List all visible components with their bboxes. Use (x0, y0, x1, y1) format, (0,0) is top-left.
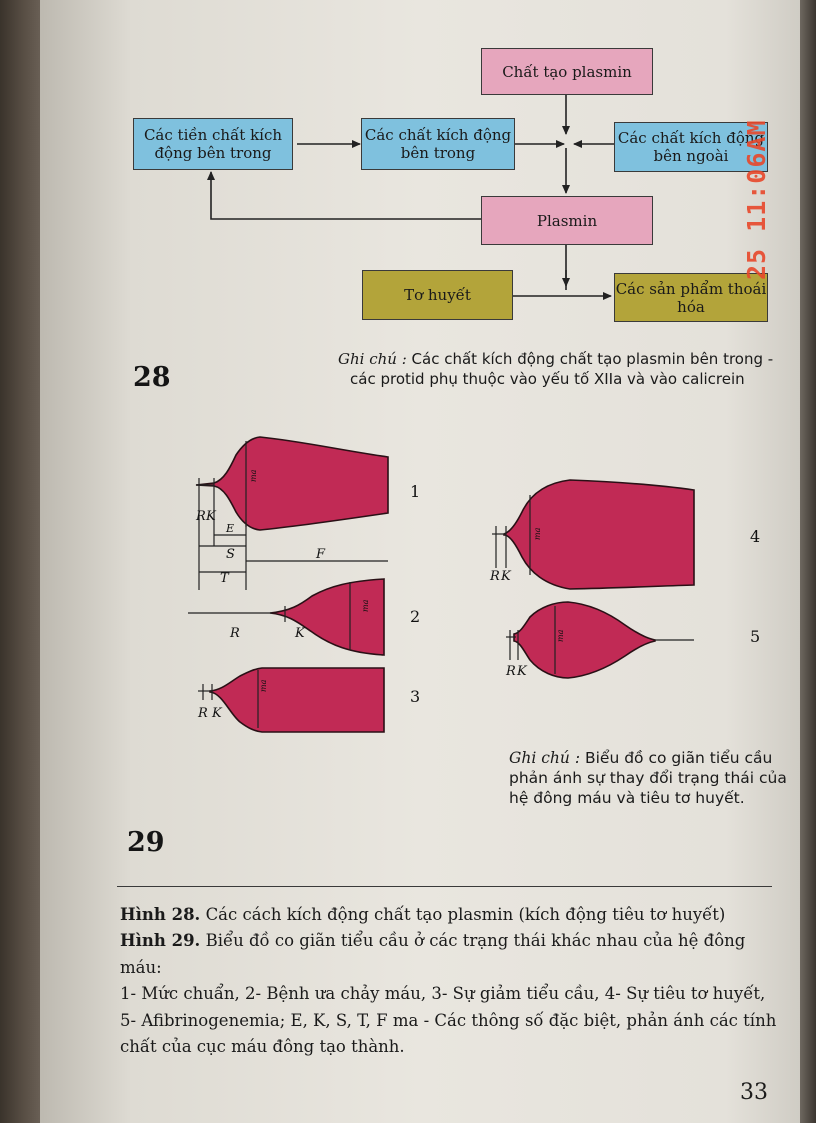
label-4-k: K (501, 569, 511, 584)
figure-29-note-line2: phản ánh sự thay đổi trạng thái của (509, 769, 787, 788)
caption-line3: 1- Mức chuẩn, 2- Bệnh ưa chảy máu, 3- Sự giảm tiểu cầu, 4- Sự tiêu tơ huyết, (120, 984, 766, 1004)
label-ma-4: ma (533, 527, 542, 540)
figure-28-note-label: Ghi chú : (338, 350, 407, 368)
camera-timestamp: 25 11:06AM (742, 119, 771, 280)
label-ma-1: ma (249, 469, 258, 482)
figure-29-note-label: Ghi chú : (509, 749, 581, 767)
caption-fig29-label: Hình 29. (120, 931, 201, 951)
label-1-e: E (226, 522, 235, 535)
figure-28-note-text: Các chất kích động chất tạo plasmin bên trong - (411, 350, 774, 368)
label-3-k: K (212, 706, 222, 721)
curve-number-1: 1 (410, 482, 421, 501)
label-1-t: T (220, 571, 229, 586)
caption-line4: 5- Afibrinogenemia; E, K, S, T, F ma - Các thông số đặc biệt, phản ánh các tính (120, 1010, 777, 1030)
curve-1 (196, 437, 388, 530)
figure-29-note-text: Biểu đồ co giãn tiểu cầu (584, 749, 773, 767)
label-4-r: R (490, 569, 500, 584)
curve-number-5: 5 (750, 627, 761, 646)
label-5-k: K (517, 664, 527, 679)
caption-fig28 (120, 902, 780, 928)
caption-fig29 (120, 928, 780, 981)
label-ma-3: ma (259, 679, 268, 692)
caption-fig29-text: Biểu đồ co giãn tiểu cầu ở các trạng thái khác nhau của hệ đông máu: (120, 931, 746, 977)
box-fibrin-label: Tơ huyết (404, 286, 471, 304)
label-1-r: R (196, 509, 206, 524)
figure-captions (120, 902, 780, 1060)
box-intrinsic-activators-label: Các chất kích động bên trong (364, 126, 512, 162)
caption-fig28-label: Hình 28. (120, 905, 201, 924)
caption-line5: chất của cục máu đông tạo thành. (120, 1036, 405, 1056)
box-plasmin-label: Plasmin (536, 211, 598, 230)
label-2-k: K (295, 626, 305, 641)
label-2-r: R (230, 626, 240, 641)
curve-5 (514, 602, 655, 678)
box-intrinsic-precursors-label: Các tiền chất kích động bên trong (143, 126, 283, 162)
figure-28-note-line2: các protid phụ thuộc vào yếu tố XIIa và vào calicrein (350, 369, 745, 388)
figure-28-number: 28 (133, 362, 171, 393)
caption-divider (117, 886, 772, 887)
figure-29-note-line1 (509, 748, 789, 768)
curve-number-3: 3 (410, 687, 421, 706)
label-1-k: K (206, 509, 216, 524)
label-ma-5: ma (556, 629, 565, 642)
label-3-r: R (198, 706, 208, 721)
label-1-f: F (316, 547, 326, 562)
curve-3 (210, 668, 384, 732)
box-extrinsic-activators-label: Các chất kích động bên ngoài (617, 129, 765, 165)
figure-29-note (509, 748, 789, 808)
figure-29-number: 29 (127, 827, 165, 858)
curve-2 (270, 579, 384, 655)
box-plasmin-activator-label: Chất tạo plasmin (502, 62, 632, 81)
box-degradation-products-label: Các sản phẩm thoái hóa (615, 279, 767, 316)
label-1-s: S (226, 547, 235, 562)
label-5-r: R (506, 664, 516, 679)
curve-number-4: 4 (750, 527, 761, 546)
label-ma-2: ma (361, 599, 370, 612)
caption-fig28-text: Các cách kích động chất tạo plasmin (kích động tiêu tơ huyết) (205, 905, 726, 924)
figure-29-note-line3: hệ đông máu và tiêu tơ huyết. (509, 789, 745, 808)
page-number: 33 (740, 1080, 768, 1105)
curve-number-2: 2 (410, 607, 421, 626)
